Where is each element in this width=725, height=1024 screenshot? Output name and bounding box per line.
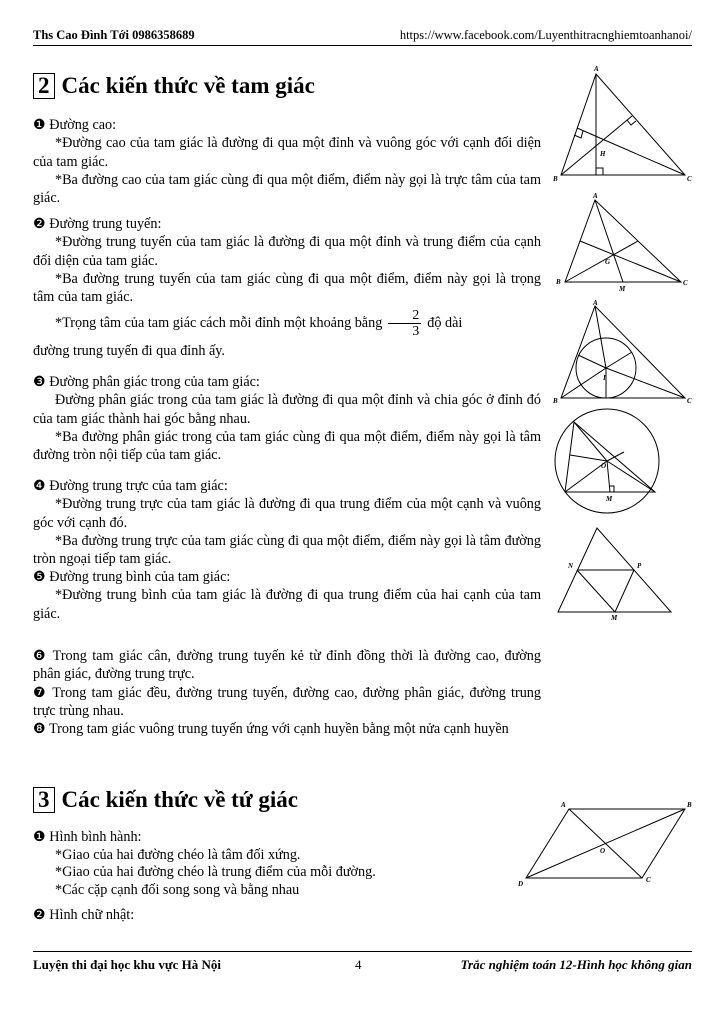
label-A: A — [561, 801, 566, 809]
page-number: 4 — [355, 957, 362, 972]
page-footer — [33, 957, 692, 973]
label-B: B — [687, 801, 692, 809]
median-figure — [553, 192, 693, 294]
fraction-denominator: 3 — [412, 324, 420, 340]
parallelogram-title: ❶ Hình bình hành: — [33, 829, 142, 845]
circumcircle-figure — [553, 408, 663, 516]
parallelogram-symmetry: *Giao của hai đường chéo là tâm đối xứng. — [55, 846, 301, 863]
label-H: H — [600, 150, 606, 158]
section-3-title: Các kiến thức về tứ giác — [61, 787, 298, 812]
bisector-block — [33, 373, 541, 464]
section-2-heading — [33, 73, 315, 99]
fraction-numerator: 2 — [388, 308, 421, 324]
midline-figure — [553, 520, 683, 622]
isosceles-note: ❻ Trong tam giác cân, đường trung tuyến kẻ từ đỉnh đồng thời là đường cao, đường phân giác, đường trung trực. — [33, 648, 541, 683]
bisector-incenter: *Ba đường phân giác trong của tam giác cùng đi qua một điểm, điểm này gọi là tâm đường tròn nội tiếp của tam giác. — [33, 428, 541, 464]
median-centroid: *Ba đường trung tuyến của tam giác cùng đi qua một điểm, điểm này gọi là trọng tâm của tam giác. — [33, 270, 541, 306]
label-C: C — [646, 876, 651, 884]
header-author: Ths Cao Đình Tới 0986358689 — [33, 28, 195, 42]
median-def: *Đường trung tuyến của tam giác là đường đi qua một đỉnh và trung điểm của cạnh đối diện của tam giác. — [33, 234, 541, 269]
page-header — [33, 22, 692, 42]
incircle-figure — [553, 300, 693, 410]
parallelogram-sides: *Các cặp cạnh đối song song và bằng nhau — [55, 881, 300, 898]
rectangle-title: ❷ Hình chữ nhật: — [33, 907, 135, 923]
altitude-block — [33, 116, 541, 207]
footer-left: Luyện thi đại học khu vực Hà Nội — [33, 957, 222, 972]
median-ratio — [33, 308, 541, 339]
label-C: C — [687, 397, 692, 405]
label-O: O — [601, 462, 607, 470]
section-3-number: 3 — [33, 787, 55, 813]
midline-title: ❺ Đường trung bình của tam giác: — [33, 569, 231, 585]
altitude-def: *Đường cao của tam giác là đường đi qua một đỉnh và vuông góc với cạnh đối diện của tam giác. — [33, 135, 541, 170]
label-M: M — [619, 285, 626, 293]
label-D: D — [518, 880, 524, 888]
label-O: O — [600, 847, 606, 855]
label-C: C — [687, 175, 692, 183]
parallelogram-block — [33, 829, 541, 925]
altitude-title: ❶ Đường cao: — [33, 117, 117, 133]
right-triangle-note: ❽ Trong tam giác vuông trung tuyến ứng với cạnh huyền bằng một nửa cạnh huyền — [33, 721, 509, 738]
median-title: ❷ Đường trung tuyến: — [33, 216, 162, 232]
label-M: M — [606, 495, 613, 503]
label-M: M — [611, 614, 618, 622]
header-url[interactable]: https://www.facebook.com/Luyenthitracnghiemtoanhanoi/ — [399, 28, 692, 42]
perp-bisector-block — [33, 477, 541, 568]
parallelogram-figure — [512, 796, 700, 896]
label-A: A — [593, 300, 598, 307]
label-N: N — [568, 562, 574, 570]
footer-divider — [33, 951, 692, 952]
label-B: B — [553, 175, 558, 183]
label-G: G — [605, 258, 611, 266]
section-2-title: Các kiến thức về tam giác — [61, 73, 315, 98]
median-ratio-cont: đường trung tuyến đi qua đỉnh ấy. — [33, 343, 225, 360]
header-divider — [33, 45, 692, 46]
perp-bisector-title: ❹ Đường trung trực của tam giác: — [33, 478, 228, 494]
bisector-title: ❸ Đường phân giác trong của tam giác: — [33, 374, 260, 390]
section-2-number: 2 — [33, 73, 55, 99]
median-ratio-tail: độ dài — [427, 315, 463, 332]
parallelogram-midpoint: *Giao của hai đường chéo là trung điểm của mỗi đường. — [55, 864, 376, 880]
perp-bisector-circumcenter: *Ba đường trung trực của tam giác cùng đi qua một điểm, điểm này gọi là tâm đường tròn ngoại tiếp tam giác. — [33, 532, 541, 568]
altitude-orthocenter: *Ba đường cao của tam giác cùng đi qua một điểm, điểm này gọi là trực tâm của tam giác. — [33, 171, 541, 207]
label-B: B — [553, 397, 558, 405]
midline-block — [33, 568, 541, 623]
label-C: C — [683, 279, 688, 287]
altitude-figure — [553, 64, 693, 184]
perp-bisector-def: *Đường trung trực của tam giác là đường đi qua trung điểm của một cạnh và vuông góc với cạnh đó. — [33, 496, 541, 531]
fraction-two-thirds — [388, 308, 421, 339]
footer-right: Trắc nghiệm toán 12-Hình học không gian — [460, 957, 692, 972]
label-P: P — [637, 562, 642, 570]
special-triangles-block — [33, 647, 541, 738]
midline-def: *Đường trung bình của tam giác là đường đi qua trung điểm của hai cạnh của tam giác. — [33, 587, 541, 622]
section-3-heading — [33, 787, 298, 813]
bisector-def: Đường phân giác trong của tam giác là đường đi qua một đỉnh và chia góc ở đỉnh đó của tam giác thành hai góc bằng nhau. — [33, 392, 541, 427]
label-A: A — [593, 192, 598, 200]
median-ratio-text: *Trọng tâm của tam giác cách mỗi đỉnh một khoảng bằng — [55, 315, 383, 332]
equilateral-note: ❼ Trong tam giác đều, đường trung tuyến, đường cao, đường phân giác, đường trung trực trùng nhau. — [33, 684, 541, 719]
label-A: A — [594, 65, 599, 73]
label-I: I — [603, 374, 606, 382]
label-B: B — [556, 278, 561, 286]
median-block — [33, 215, 541, 361]
